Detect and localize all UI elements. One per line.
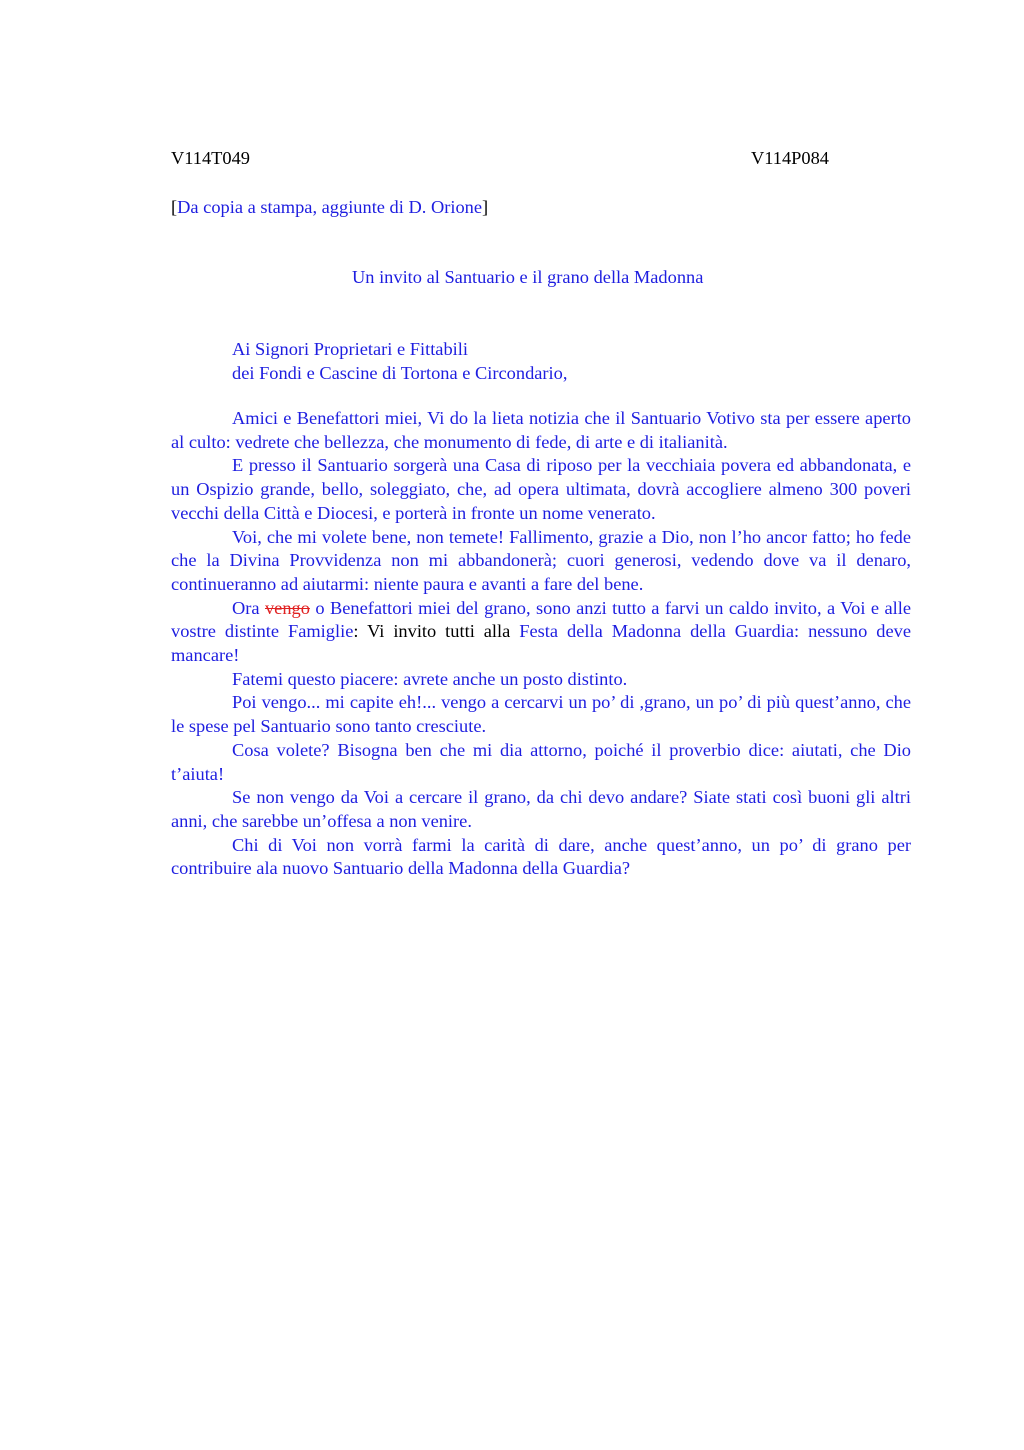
paragraph-5: Fatemi questo piacere: avrete anche un posto distinto. (232, 668, 628, 689)
struck-word: vengo (264, 597, 310, 618)
paragraph-2: E presso il Santuario sorgerà una Casa di riposo per la vecchiaia povera ed abbandonata, e un Ospizio grande, bello, soleggiato, che, ad opera ultimata, dovrà accogliere almeno 300 poveri vecchi della Città e Diocesi, e porterà in fronte un nome venerato. (171, 455, 911, 523)
header-left-code: V114T049 (171, 148, 251, 168)
paragraph-7: Cosa volete? Bisogna ben che mi dia attorno, poiché il proverbio dice: aiutati, che Dio t’aiuta! (171, 739, 911, 784)
paragraph-4 (171, 597, 911, 668)
paragraph-8: Se non vengo da Voi a cercare il grano, da chi devo andare? Siate stati così buoni gli altri anni, che sarebbe un’offesa a non venire. (171, 787, 911, 831)
source-note-text: Da copia a stampa, aggiunte di D. Orione (177, 197, 483, 217)
paragraph-4-part-4: Festa della Madonna della Guardia: nessuno deve mancare! (171, 621, 911, 666)
header-right-code: V114P084 (751, 148, 829, 168)
paragraph-9: Chi di Voi non vorrà farmi la carità di dare, anche quest’anno, un po’ di grano per contribuire ala nuovo Santuario della Madonna della Guardia? (171, 834, 911, 879)
paragraph-3: Voi, che mi volete bene, non temete! Fallimento, grazie a Dio, non l’ho ancor fatto; ho fede che la Divina Provvidenza non mi abbandonerà; cuori generosi, vedendo dove va il denaro, continueranno ad aiutarmi: niente paura e avanti a fare del bene. (171, 526, 911, 594)
paragraph-4-black-insert: : Vi invito tutti alla (353, 621, 520, 642)
source-note-close-bracket: ] (482, 197, 489, 217)
source-note (171, 196, 488, 220)
paragraph-4-part-1: Ora (232, 597, 265, 618)
address-line-1: Ai Signori Proprietari e Fittabili (232, 339, 468, 359)
paragraph-6: Poi vengo... mi capite eh!... vengo a cercarvi un po’ di ,grano, un po’ di più quest’anno, che le spese pel Santuario sono tanto cresciute. (171, 692, 911, 737)
address-line-2: dei Fondi e Cascine di Tortona e Circondario, (232, 363, 568, 383)
document-title: Un invito al Santuario e il grano della Madonna (352, 267, 704, 287)
paragraph-1: Amici e Benefattori miei, Vi do la lieta notizia che il Santuario Votivo sta per essere aperto al culto: vedrete che bellezza, che monumento di fede, di arte e di italianità. (171, 408, 911, 452)
letter-body (171, 407, 911, 881)
source-note-open-bracket: [ (171, 197, 178, 217)
paragraph-4-part-2: o Benefattori miei del grano, sono anzi tutto a farvi un caldo invito, a Voi e alle vostre distinte Famiglie (171, 597, 911, 642)
